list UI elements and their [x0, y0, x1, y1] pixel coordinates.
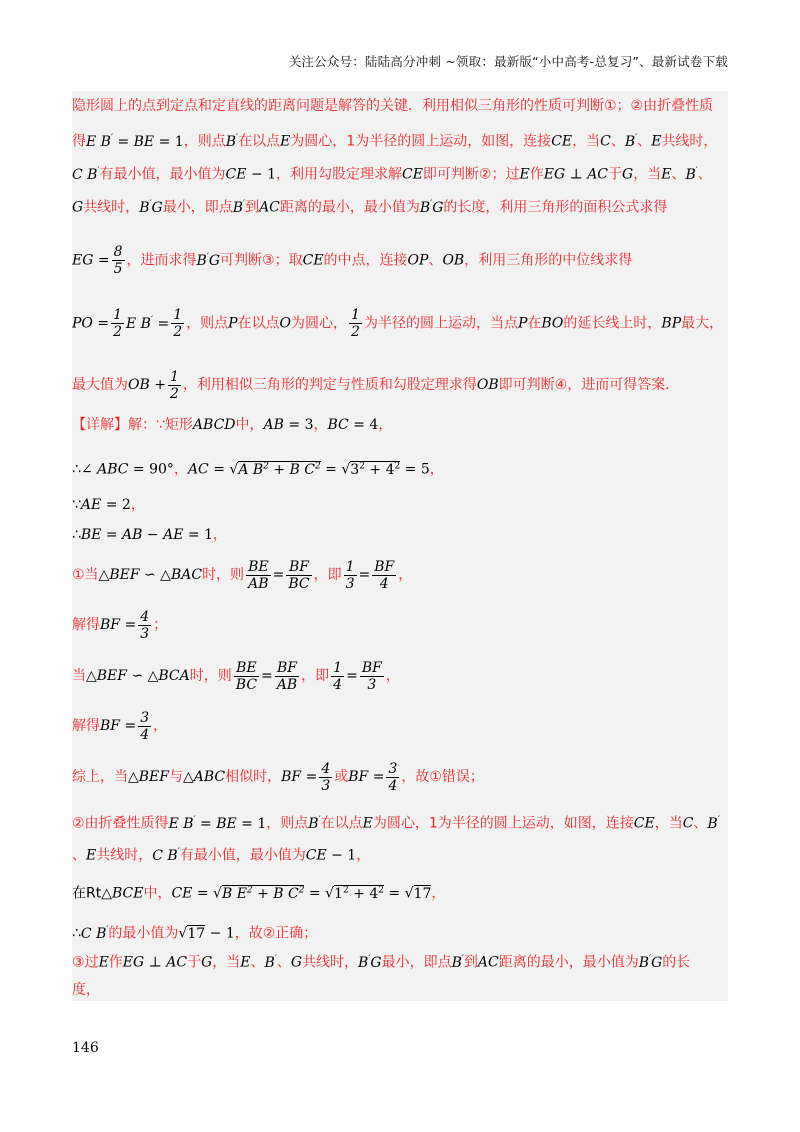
- detail-line-5: ①当△BEF ∽ △BAC时，则 $\frac{BE}{AB}$ = $\frac{BF}{BC}$ ，即 $\frac{1}{3}$ = $\frac{BF}{4}$ ，: [72, 558, 413, 592]
- detail-line-13: ∴C B′的最小值为√17 − 1，故②正确；: [72, 925, 318, 942]
- page-number: 146: [72, 1040, 99, 1056]
- detail-line-14: ③过E作EG ⊥ AC于G，当E、B′、G共线时，B′G最小，即点B′到AC距离的最小，最小值为B′G的长: [72, 954, 691, 971]
- detail-line-8: 解得BF = $\frac{3}{4}$ ，: [72, 709, 168, 743]
- solution-line-7: 最大值为OB + $\frac{1}{2}$ ，利用相似三角形的判定与性质和勾股定理求得OB即可判断④，进而可得答案．: [72, 368, 680, 402]
- detail-line-3: ∵AE = 2，: [72, 497, 145, 513]
- solution-line-3: C B′有最小值，最小值为CE − 1，利用勾股定理求解CE即可判断②；过E作EG ⊥ AC于G，当E、B′、: [72, 166, 712, 183]
- page-header: 关注公众号：陆陆高分冲刺 ~领取：最新版“小中高考-总复习”、最新试卷下载: [288, 54, 728, 69]
- detail-line-12: 在Rt△BCE中，CE = √B $E^2 + B$ $C^2 = √1^2 + 4^2 = √17$，: [72, 885, 446, 902]
- solution-line-5: EG = $\frac{8}{5}$ ，进而求得B′G可判断③；取CE的中点，连接OP、OB，利用三角形的中位线求得: [72, 244, 633, 277]
- detail-line-2: ∴∠ ABC = 90°，AC = √A $B^2 + B$ $C^2 = √3^2 + 4^2 = 5$，: [72, 461, 444, 478]
- detail-line-1: 【详解】解：∵矩形ABCD中，AB = 3，BC = 4，: [72, 417, 393, 433]
- detail-line-15: 度，: [72, 982, 100, 998]
- detail-line-7: 当△BEF ∽ △BCA时，则 $\frac{BE}{BC}$ = $\frac{BF}{AB}$ ，即 $\frac{1}{4}$ = $\frac{BF}{3}$ ，: [72, 659, 400, 693]
- detail-line-4: ∴BE = AB − AE = 1，: [72, 527, 227, 543]
- solution-line-1: 隐形圆上的点到定点和定直线的距离问题是解答的关键．利用相似三角形的性质可判断①；②由折叠性质: [72, 98, 714, 114]
- detail-line-9: 综上，当△BEF与△ABC相似时，BF = $\frac{4}{3}$ 或BF = $\frac{3}{4}$ ，故①错误；: [72, 760, 484, 794]
- solution-line-6: PO = $\frac{1}{2}$ E B′ = $\frac{1}{2}$ ，则点P在以点O为圆心， $\frac{1}{2}$ 为半径的圆上运动，当点P在BO的延长线上时，BP最大，: [72, 307, 724, 340]
- detail-line-11: 、E共线时，C B′有最小值，最小值为CE − 1，: [72, 847, 371, 864]
- detail-line-10: ②由折叠性质得E B′ = BE = 1，则点B′在以点E为圆心，1为半径的圆上运动，如图，连接CE，当C、B′: [72, 815, 720, 832]
- solution-line-4: G共线时，B′G最小，即点B′到AC距离的最小，最小值为B′G的长度，利用三角形的面积公式求得: [72, 199, 668, 216]
- detail-line-6: 解得BF = $\frac{4}{3}$ ；: [72, 608, 168, 642]
- solution-line-2: 得E B′ = BE = 1，则点B′在以点E为圆心，1为半径的圆上运动，如图，连接CE，当C、B′、E共线时，: [72, 133, 718, 150]
